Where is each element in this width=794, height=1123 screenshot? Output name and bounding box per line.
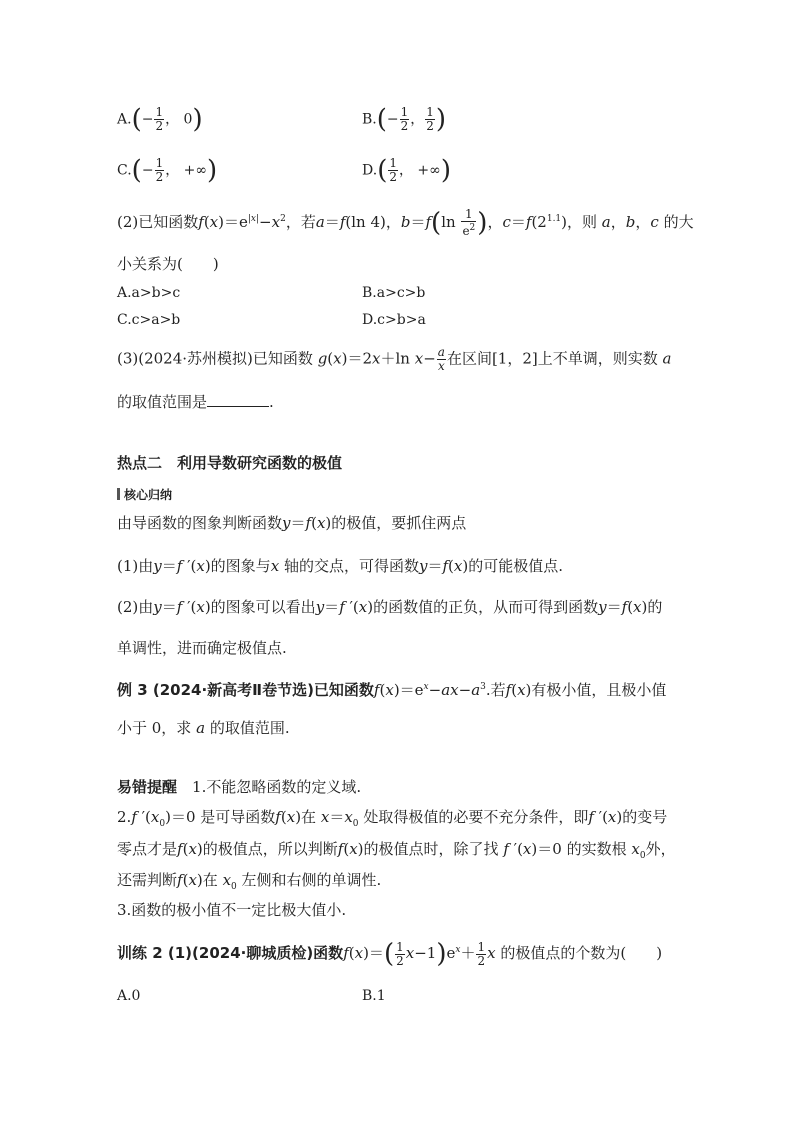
option-d: D.( $\frac{1}{2}$ ， +∞) xyxy=(362,155,451,186)
warning-line-3: 零点才是f(x)的极值点，所以判断f(x)的极值点时，除了找 f ′(x)＝0 的实数根 $x_0$外， xyxy=(117,840,676,861)
training-option-b: B.1 xyxy=(362,988,386,1004)
point-2: (2)由y＝f ′(x)的图象可以看出y＝f ′(x)的函数值的正负，从而可得到函数y＝f(x)的 xyxy=(117,598,663,616)
subtitle-text: 核心归纳 xyxy=(124,488,173,502)
training-tail: 的极值点的个数为( ) xyxy=(500,944,663,962)
answer-blank xyxy=(207,392,269,407)
point-1: (1)由y＝f ′(x)的图象与x 轴的交点，可得函数y＝f(x)的可能极值点. xyxy=(117,557,563,575)
p2-c: 的函数值的正负，从而可得到函数 xyxy=(373,598,599,616)
q2-cond: ，若 xyxy=(285,213,316,231)
option-label: D. xyxy=(362,162,378,179)
q2-tail: 的大 xyxy=(663,213,694,231)
w2-b: 在 xyxy=(301,808,317,826)
p2-d: 的 xyxy=(647,598,663,616)
w4-b: 在 xyxy=(202,871,218,889)
option-c: C.(− $\frac{1}{2}$ ， +∞) xyxy=(117,155,218,186)
section-subtitle xyxy=(117,486,172,503)
q2-option-a: A.a>b>c xyxy=(117,285,181,301)
w2-a: 是可导函数 xyxy=(200,808,276,826)
q3-label: (3)(2024·苏州模拟)已知函数 xyxy=(117,349,313,368)
q3-mid: 在区间[1，2]上不单调，则实数 xyxy=(446,349,658,368)
warning-1: 1.不能忽略函数的定义域. xyxy=(192,778,362,796)
question-2: (2)已知函数$f(x)=e^{|x|}-x^2$，若a＝f(ln 4)，b＝f(ln $\frac{1}{e^2}$ )，$c=f(2^{1.1})$，则 a，b，c 的大 xyxy=(117,207,694,238)
warning-line-5: 3.函数的极小值不一定比极大值小. xyxy=(117,901,347,919)
w4-c: 左侧和右侧的单调性. xyxy=(241,871,382,889)
w3-d: 的实数根 xyxy=(566,840,627,858)
ex3-mid: .若 xyxy=(485,681,506,699)
p1-a: (1)由 xyxy=(117,557,154,575)
warning-line-2: 2.f $'(x_0)=0$ 是可导函数f(x)在 $x=x_0$ 处取得极值的必要不充分条件，即f ′(x)的变号 xyxy=(117,808,668,829)
q2-option-d: D.c>b>a xyxy=(362,312,426,328)
option-label: B. xyxy=(362,111,377,128)
w2-c: 处取得极值的必要不充分条件，即 xyxy=(363,808,589,826)
q3-continuation: 的取值范围是 . xyxy=(117,393,274,411)
intro-tail: 的极值，要抓住两点 xyxy=(331,514,467,532)
w3-b: 的极值点，所以判断 xyxy=(202,840,338,858)
section-title: 热点二 利用导数研究函数的极值 xyxy=(117,454,343,472)
q2-continuation: 小关系为( ) xyxy=(117,255,219,273)
example-3: 例 3 (2024·新高考Ⅱ卷节选)已知函数$f(x)=e^x-ax-a^3$.若f(x)有极小值，且极小值 xyxy=(117,681,667,699)
section-intro: 由导函数的图象判断函数y＝f(x)的极值，要抓住两点 xyxy=(117,514,467,532)
p1-b: 的图象与 xyxy=(210,557,271,575)
q2-option-b: B.a>c>b xyxy=(362,285,426,301)
p1-c: 轴的交点，可得函数 xyxy=(283,557,419,575)
training-option-a: A.0 xyxy=(117,988,141,1004)
option-a: A.(− $\frac{1}{2}$ ， 0) xyxy=(117,104,203,135)
warning-title: 易错提醒 xyxy=(117,778,178,796)
q2-label: (2)已知函数 xyxy=(117,213,199,231)
option-label: C. xyxy=(117,162,132,179)
warning-line-4: 还需判断f(x)在 $x_0$ 左侧和右侧的单调性. xyxy=(117,871,382,892)
intro-text: 由导函数的图象判断函数 xyxy=(117,514,283,532)
p2-b: 的图象可以看出 xyxy=(210,598,316,616)
q3-cont-text: 的取值范围是 xyxy=(117,393,208,411)
option-label: A. xyxy=(117,111,132,128)
training-label: 训练 2 (1)(2024·聊城质检)函数 xyxy=(117,944,344,962)
training-2: 训练 2 (1)(2024·聊城质检)函数f(x)＝( $\frac{1}{2}$ $x-1)e^x+$ $\frac{1}{2}$ x 的极值点的个数为( ) xyxy=(117,939,663,969)
p1-d: 的可能极值点. xyxy=(468,557,563,575)
point-2-continuation: 单调性，进而确定极值点. xyxy=(117,639,287,657)
ex3-tail: 有极小值，且极小值 xyxy=(531,681,667,699)
example-3-continuation: 小于 0，求 a 的取值范围. xyxy=(117,719,290,737)
ex3-label: 例 3 (2024·新高考Ⅱ卷节选)已知函数 xyxy=(117,681,374,699)
w3-a: 零点才是 xyxy=(117,840,178,858)
ex3-cont-tail: 的取值范围. xyxy=(209,719,290,737)
ex3-cont: 小于 0，求 xyxy=(117,719,192,737)
w3-c: 的极值点时，除了找 xyxy=(363,840,499,858)
p2-a: (2)由 xyxy=(117,598,154,616)
w3-e: 外， xyxy=(645,840,676,858)
w4-a: 还需判断 xyxy=(117,871,178,889)
q2-option-c: C.c>a>b xyxy=(117,312,181,328)
warning-line-1 xyxy=(117,776,361,798)
option-b: B.(− $\frac{1}{2}$ ， $\frac{1}{2}$ ) xyxy=(362,104,447,135)
bar-icon xyxy=(117,488,120,500)
w2-d: 的变号 xyxy=(622,808,668,826)
question-3: (3)(2024·苏州模拟)已知函数 g(x)＝2x＋ln x− $\frac{a}{x}$ 在区间[1，2]上不单调，则实数 a xyxy=(117,345,672,373)
